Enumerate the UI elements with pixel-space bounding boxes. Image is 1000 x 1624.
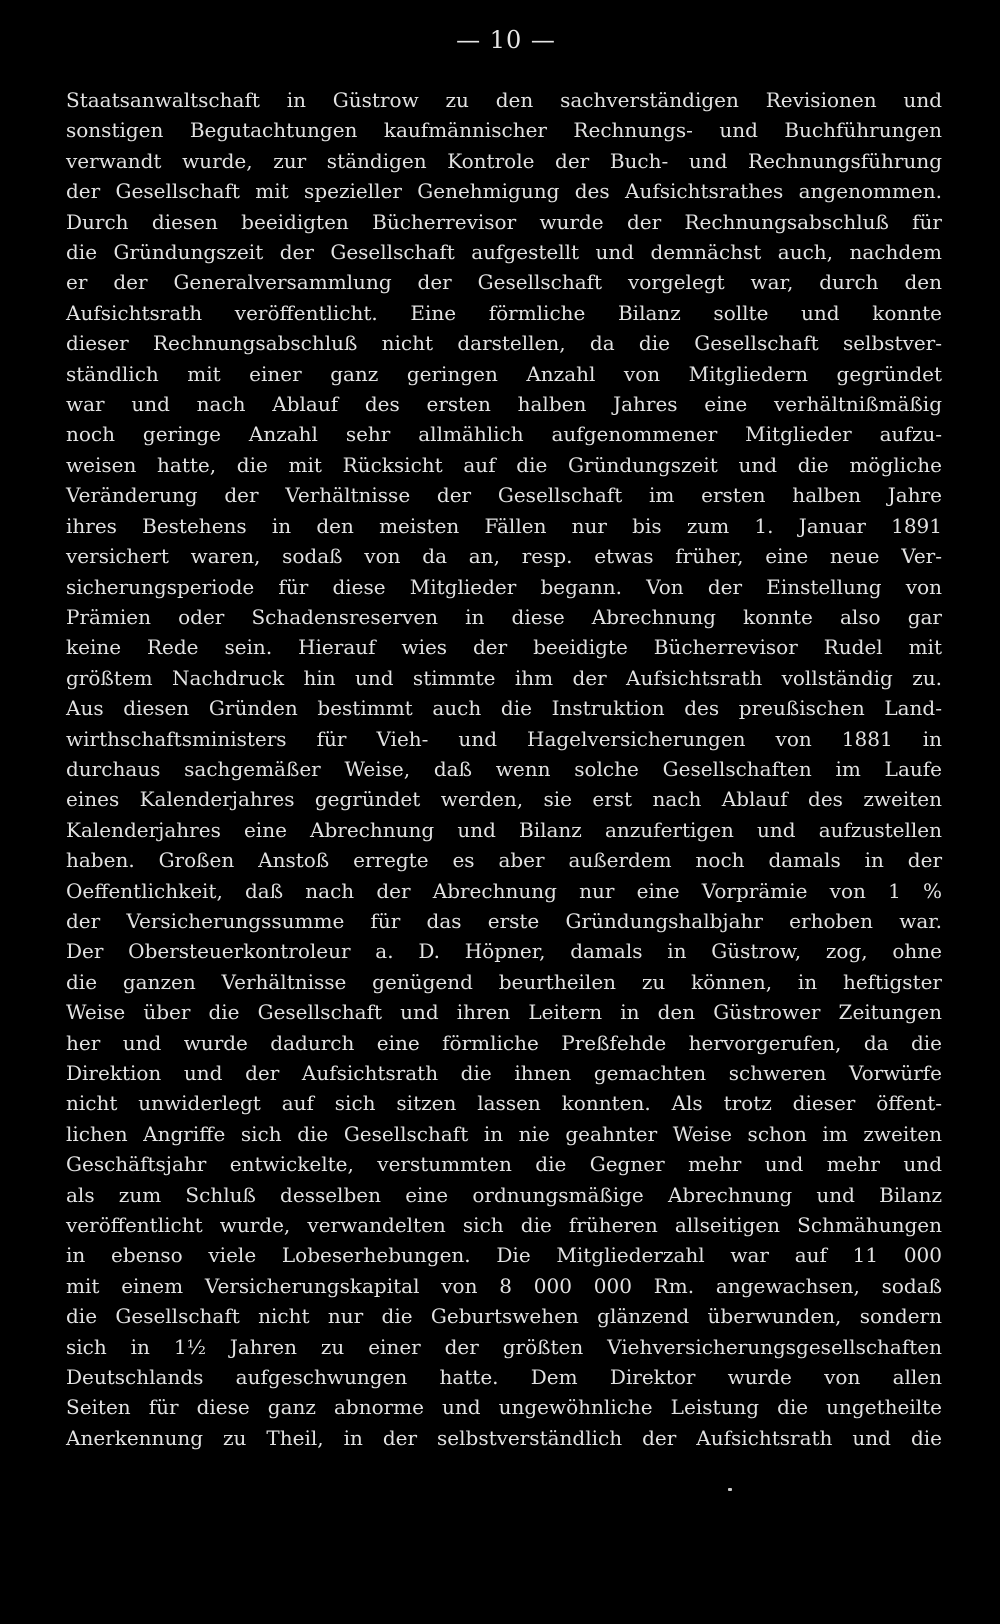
text-line: ständlich mit einer ganz geringen Anzahl von Mitgliedern gegründet: [66, 361, 942, 386]
text-line: weisen hatte, die mit Rücksicht auf die Gründungszeit und die mögliche: [66, 452, 942, 477]
text-line: die ganzen Verhältnisse genügend beurtheilen zu können, in heftigster: [66, 969, 942, 994]
text-line: Seiten für diese ganz abnorme und ungewöhnliche Leistung die ungetheilte: [66, 1395, 942, 1420]
text-line: der Gesellschaft mit spezieller Genehmigung des Aufsichtsrathes angenommen.: [66, 179, 942, 204]
text-line: haben. Großen Anstoß erregte es aber außerdem noch damals in der: [66, 848, 942, 873]
text-line: als zum Schluß desselben eine ordnungsmäßige Abrechnung und Bilanz: [66, 1182, 942, 1207]
text-line: Aufsichtsrath veröffentlicht. Eine förmliche Bilanz sollte und konnte: [66, 300, 942, 325]
text-line: sonstigen Begutachtungen kaufmännischer Rechnungs- und Buchführungen: [66, 118, 942, 143]
text-line: verwandt wurde, zur ständigen Kontrole der Buch- und Rechnungsführung: [66, 148, 942, 173]
text-line: Aus diesen Gründen bestimmt auch die Instruktion des preußischen Land-: [66, 696, 942, 721]
text-line: eines Kalenderjahres gegründet werden, sie erst nach Ablauf des zweiten: [66, 787, 942, 812]
text-line: Staatsanwaltschaft in Güstrow zu den sachverständigen Revisionen und: [66, 88, 942, 112]
text-line: Weise über die Gesellschaft und ihren Leitern in den Güstrower Zeitungen: [66, 1000, 942, 1025]
text-line: wirthschaftsministers für Vieh- und Hagelversicherungen von 1881 in: [66, 726, 942, 751]
text-line: versichert waren, sodaß von da an, resp. etwas früher, eine neue Ver-: [66, 544, 942, 569]
text-line: Kalenderjahres eine Abrechnung und Bilanz anzufertigen und aufzustellen: [66, 817, 942, 842]
text-line: er der Generalversammlung der Gesellschaft vorgelegt war, durch den: [66, 270, 942, 295]
text-line: die Gesellschaft nicht nur die Geburtswehen glänzend überwunden, sondern: [66, 1304, 942, 1329]
text-line: Geschäftsjahr entwickelte, verstummten die Gegner mehr und mehr und: [66, 1152, 942, 1177]
text-line: ihres Bestehens in den meisten Fällen nur bis zum 1. Januar 1891: [66, 513, 942, 538]
text-line: sicherungsperiode für diese Mitglieder begann. Von der Einstellung von: [66, 574, 942, 599]
text-line: lichen Angriffe sich die Gesellschaft in nie geahnter Weise schon im zweiten: [66, 1121, 942, 1146]
text-line: mit einem Versicherungskapital von 8 000 000 Rm. angewachsen, sodaß: [66, 1273, 942, 1298]
text-line: Durch diesen beeidigten Bücherrevisor wurde der Rechnungsabschluß für: [66, 209, 942, 234]
text-line: veröffentlicht wurde, verwandelten sich die früheren allseitigen Schmähungen: [66, 1213, 942, 1238]
text-line: Oeffentlichkeit, daß nach der Abrechnung nur eine Vorprämie von 1 %: [66, 878, 942, 903]
print-speck: [728, 1488, 732, 1491]
page-number: — 10 —: [456, 26, 556, 54]
body-text: [66, 85, 942, 1453]
text-line: durchaus sachgemäßer Weise, daß wenn solche Gesellschaften im Laufe: [66, 756, 942, 781]
text-line: Anerkennung zu Theil, in der selbstverständlich der Aufsichtsrath und die: [66, 1425, 942, 1450]
text-line: war und nach Ablauf des ersten halben Jahres eine verhältnißmäßig: [66, 392, 942, 417]
text-line: die Gründungszeit der Gesellschaft aufgestellt und demnächst auch, nachdem: [66, 240, 942, 265]
text-line: sich in 1½ Jahren zu einer der größten Viehversicherungsgesellschaften: [66, 1334, 942, 1359]
text-line: dieser Rechnungsabschluß nicht darstellen, da die Gesellschaft selbstver-: [66, 331, 942, 356]
text-line: keine Rede sein. Hierauf wies der beeidigte Bücherrevisor Rudel mit: [66, 635, 942, 660]
text-line: Deutschlands aufgeschwungen hatte. Dem Direktor wurde von allen: [66, 1365, 942, 1390]
text-line: noch geringe Anzahl sehr allmählich aufgenommener Mitglieder aufzu-: [66, 422, 942, 447]
text-line: größtem Nachdruck hin und stimmte ihm der Aufsichtsrath vollständig zu.: [66, 665, 942, 690]
text-line: Prämien oder Schadensreserven in diese Abrechnung konnte also gar: [66, 604, 942, 629]
text-line: her und wurde dadurch eine förmliche Preßfehde hervorgerufen, da die: [66, 1030, 942, 1055]
text-line: Veränderung der Verhältnisse der Gesellschaft im ersten halben Jahre: [66, 483, 942, 508]
text-line: nicht unwiderlegt auf sich sitzen lassen konnten. Als trotz dieser öffent-: [66, 1091, 942, 1116]
text-line: der Versicherungssumme für das erste Gründungshalbjahr erhoben war.: [66, 908, 942, 933]
text-line: Direktion und der Aufsichtsrath die ihnen gemachten schweren Vorwürfe: [66, 1061, 942, 1085]
text-line: in ebenso viele Lobeserhebungen. Die Mitgliederzahl war auf 11 000: [66, 1243, 942, 1268]
text-line: Der Obersteuerkontroleur a. D. Höpner, damals in Güstrow, zog, ohne: [66, 939, 942, 964]
